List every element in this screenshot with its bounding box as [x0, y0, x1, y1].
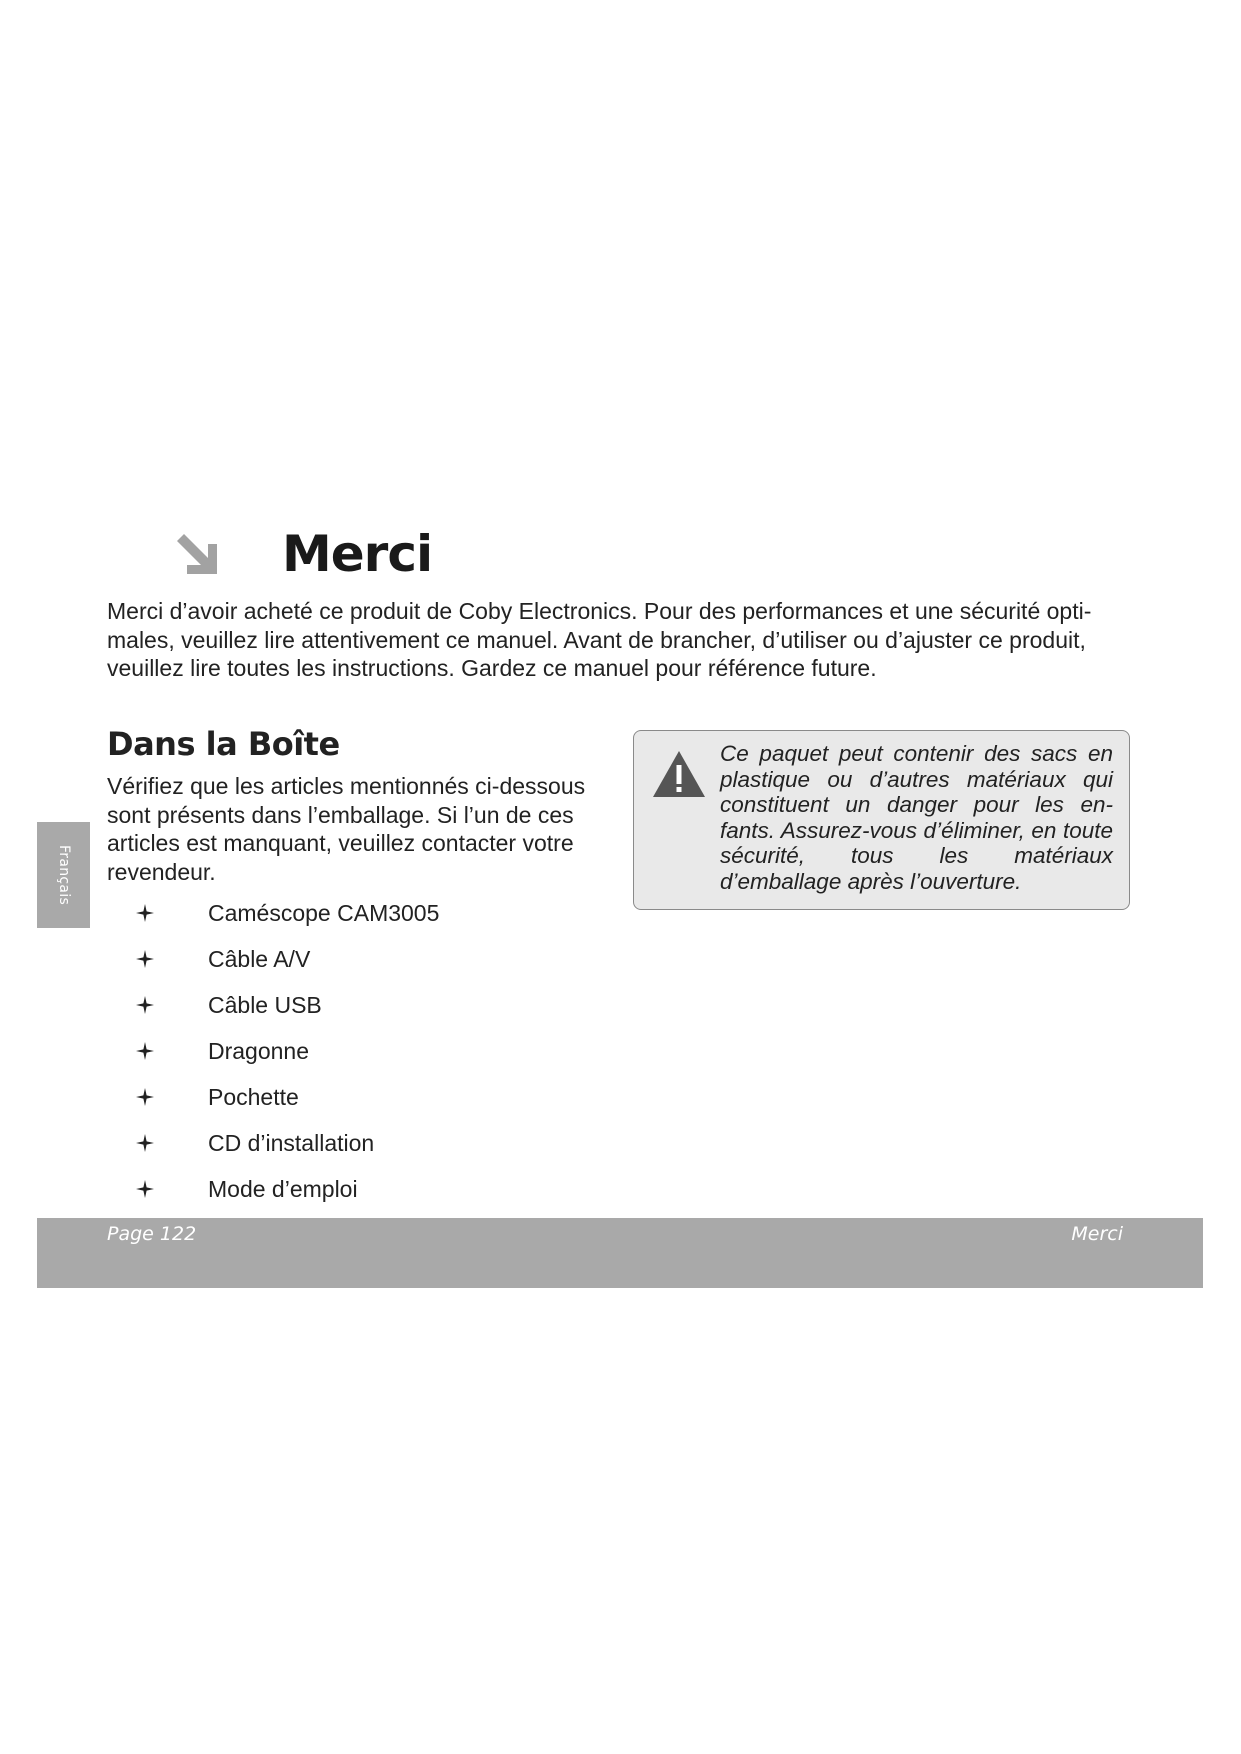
list-item-label: CD d’installation — [208, 1130, 375, 1156]
list-item — [136, 944, 439, 990]
warning-box — [633, 730, 1130, 910]
four-point-star-icon — [136, 1128, 180, 1158]
section-intro-paragraph: Vérifiez que les articles mentionnés ci-dessous sont présents dans l’emballage. Si l’un de ces articles est manquant, veuillez contacter votre revendeur. — [107, 773, 586, 885]
four-point-star-icon — [136, 990, 180, 1020]
list-item — [136, 1082, 439, 1128]
list-item — [136, 990, 439, 1036]
footer-page-number: Page 122 — [107, 1223, 197, 1245]
intro-paragraph: Merci d’avoir acheté ce produit de Coby Electronics. Pour des performances et une sécurité opti-males, veuillez lire attentivement ce manuel. Avant de brancher, d’utiliser ou d’ajuster ce produit, veuillez lire toutes les instructions. Gardez ce manuel pour référence future. — [107, 598, 1092, 681]
language-tab-label: Français — [55, 844, 72, 906]
box-contents-list — [136, 898, 439, 1220]
list-item — [136, 1036, 439, 1082]
list-item-label: Câble A/V — [208, 946, 311, 972]
footer-section-title: Merci — [1071, 1223, 1123, 1245]
warning-text: Ce paquet peut contenir des sacs en plastique ou d’autres matériaux qui constituent un danger pour les en-fants. Assurez-vous d’éliminer, en toute sécurité, tous les matériaux d’emballage après l’ouverture. — [720, 741, 1113, 894]
four-point-star-icon — [136, 1082, 180, 1112]
list-item-label: Mode d’emploi — [208, 1176, 358, 1202]
four-point-star-icon — [136, 1174, 180, 1204]
section-heading: Dans la Boîte — [107, 725, 340, 763]
list-item — [136, 898, 439, 944]
list-item — [136, 1174, 439, 1220]
list-item-label: Caméscope CAM3005 — [208, 900, 440, 926]
warning-triangle-icon — [651, 749, 707, 799]
arrow-down-right-icon — [175, 532, 223, 580]
page-title: Merci — [282, 525, 433, 583]
list-item-label: Pochette — [208, 1084, 299, 1110]
list-item-label: Câble USB — [208, 992, 322, 1018]
footer-bar — [37, 1218, 1203, 1288]
list-item — [136, 1128, 439, 1174]
language-tab — [37, 822, 90, 928]
list-item-label: Dragonne — [208, 1038, 310, 1064]
four-point-star-icon — [136, 944, 180, 974]
four-point-star-icon — [136, 1036, 180, 1066]
four-point-star-icon — [136, 898, 180, 928]
